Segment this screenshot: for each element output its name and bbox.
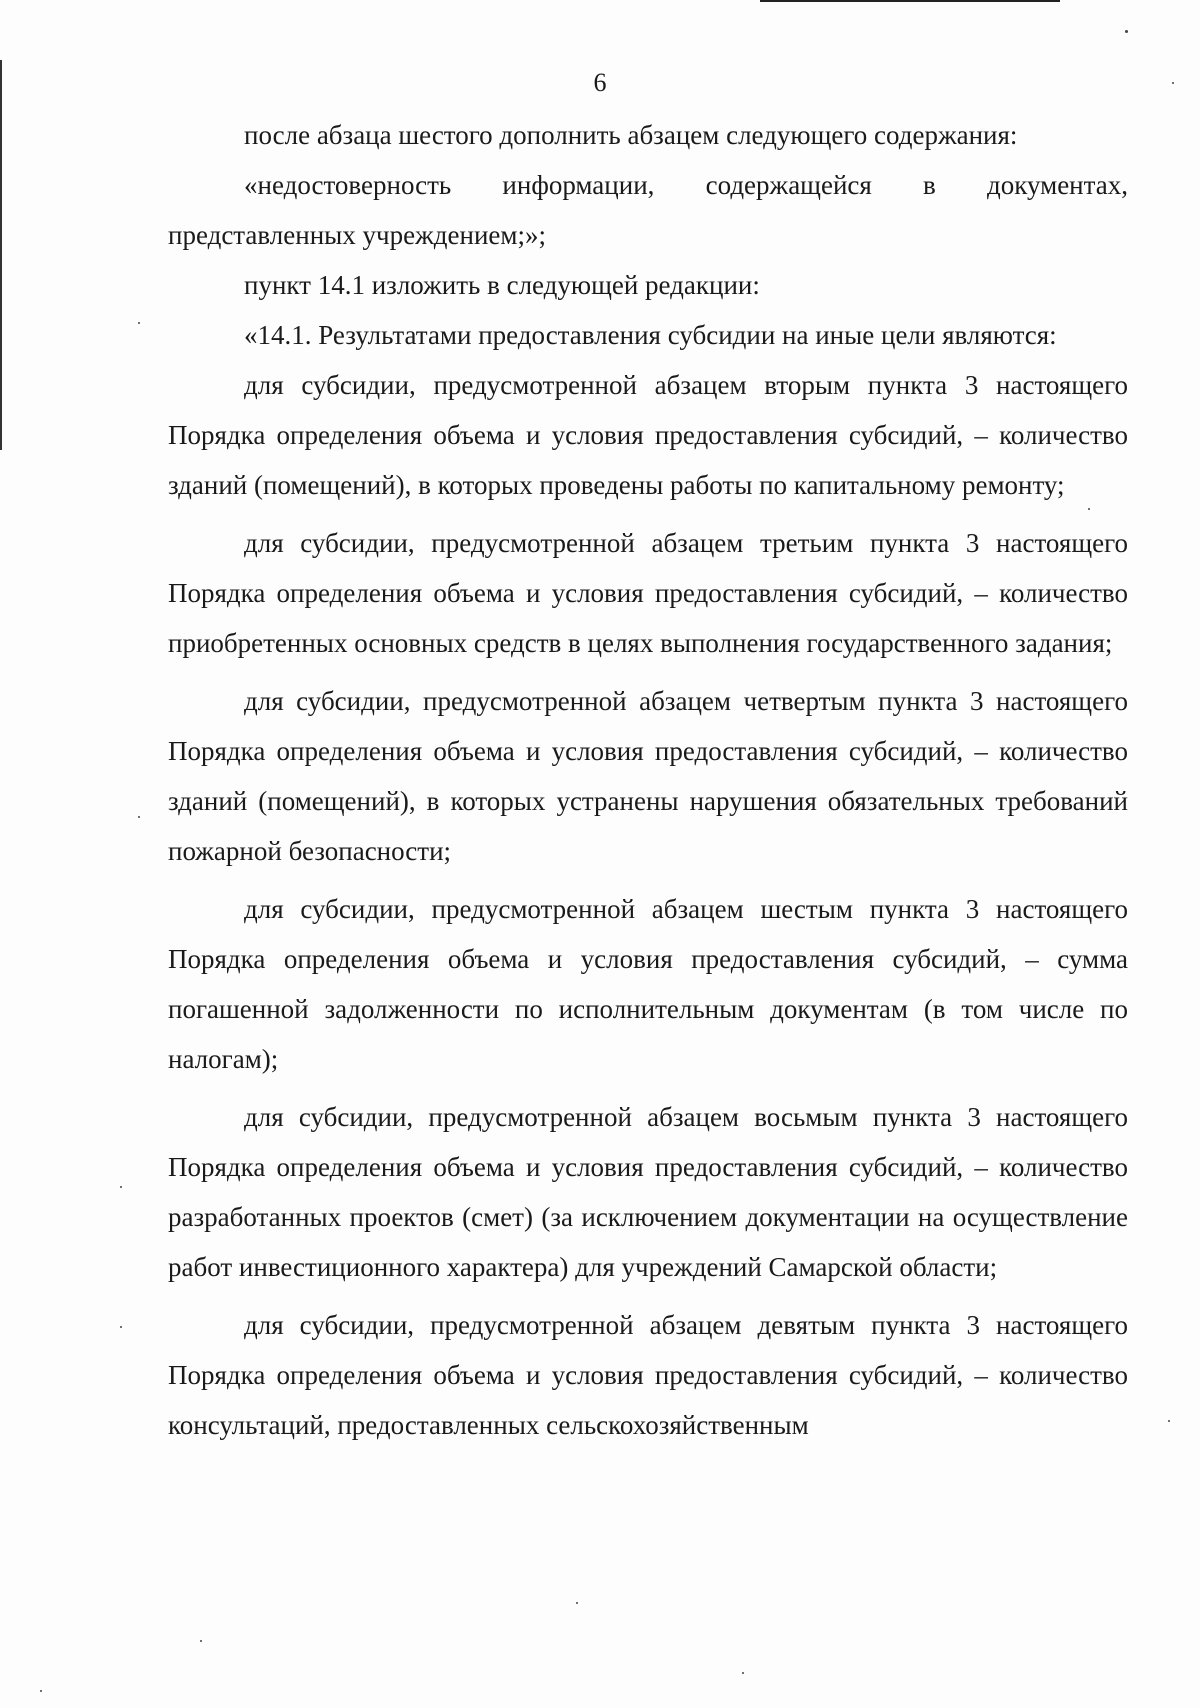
paragraph-3: пункт 14.1 изложить в следующей редакции: — [244, 270, 760, 300]
scan-speck — [1125, 30, 1128, 33]
page-number: 6 — [593, 68, 607, 97]
scan-speck — [40, 1690, 42, 1692]
scan-speck — [1168, 1420, 1170, 1422]
paragraph-10: для субсидии, предусмотренной абзацем девятым пункта 3 настоящего Порядка определения объема и условия предоставления субсидий, – количество консультаций, предоставленных сельскохозяйственным — [168, 1310, 1128, 1440]
scan-speck — [120, 1186, 122, 1188]
scan-top-rule — [760, 0, 1060, 2]
paragraph-4: «14.1. Результатами предоставления субсидии на иные цели являются: — [244, 320, 1057, 350]
paragraph-9: для субсидии, предусмотренной абзацем восьмым пункта 3 настоящего Порядка определения объема и условия предоставления субсидий, – количество разработанных проектов (смет) (за исключением документации на осуществление работ инвестиционного характера) для учреждений Самарской области; — [168, 1102, 1128, 1282]
paragraph-5: для субсидии, предусмотренной абзацем вторым пункта 3 настоящего Порядка определения объема и условия предоставления субсидий, – количество зданий (помещений), в которых проведены работы по капитальному ремонту; — [168, 370, 1128, 500]
paragraph-8: для субсидии, предусмотренной абзацем шестым пункта 3 настоящего Порядка определения объема и условия предоставления субсидий, – сумма погашенной задолженности по исполнительным документам (в том числе по налогам); — [168, 894, 1128, 1074]
scan-speck — [120, 1326, 122, 1328]
scan-speck — [200, 1640, 202, 1642]
scan-speck — [138, 322, 140, 324]
paragraph-2: «недостоверность информации, содержащейся в документах, представленных учреждением;»; — [168, 170, 1128, 250]
paragraph-6: для субсидии, предусмотренной абзацем третьим пункта 3 настоящего Порядка определения объема и условия предоставления субсидий, – количество приобретенных основных средств в целях выполнения государственного задания; — [168, 528, 1128, 658]
scan-left-edge-line — [0, 60, 2, 450]
scan-speck — [138, 816, 140, 818]
scan-speck — [576, 1602, 578, 1604]
paragraph-7: для субсидии, предусмотренной абзацем четвертым пункта 3 настоящего Порядка определения объема и условия предоставления субсидий, – количество зданий (помещений), в которых устранены нарушения обязательных требований пожарной безопасности; — [168, 686, 1128, 866]
document-body — [168, 110, 1128, 1450]
paragraph-1: после абзаца шестого дополнить абзацем следующего содержания: — [244, 120, 1018, 150]
scan-speck — [742, 1672, 744, 1674]
